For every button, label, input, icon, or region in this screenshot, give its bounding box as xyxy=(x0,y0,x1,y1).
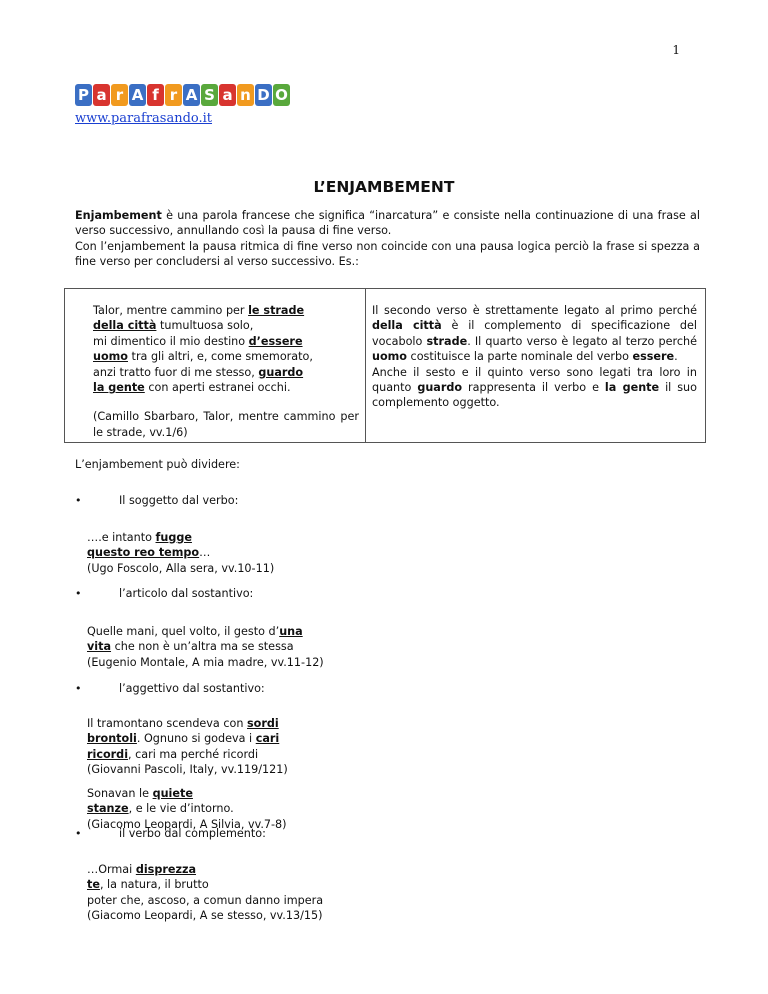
quote-highlight: fugge xyxy=(155,531,192,544)
quote-citation: (Giovanni Pascoli, Italy, vv.119/121) xyxy=(87,763,288,777)
poem-highlight: uomo xyxy=(93,350,128,364)
quote-block xyxy=(87,530,274,576)
explanation-text: Anche il sesto e il quinto verso sono legati tra loro in quanto xyxy=(372,365,697,395)
quote-line xyxy=(87,530,274,545)
quote-line xyxy=(87,862,323,877)
quote-line xyxy=(87,801,287,816)
poem-text: anzi tratto fuor di me stesso, xyxy=(93,365,259,379)
intro-paragraph-1 xyxy=(75,208,700,239)
poem-highlight: la gente xyxy=(93,381,145,395)
quote-citation: (Giacomo Leopardi, A se stesso, vv.13/15) xyxy=(87,909,323,923)
poem-highlight: d’essere xyxy=(248,334,303,348)
poem-text: tra gli altri, e, come smemorato, xyxy=(128,350,313,364)
explanation-text: è il complemento di specificazione del vocabolo xyxy=(372,319,697,348)
explanation-paragraph-1 xyxy=(372,303,697,365)
quote-text: , e le vie d’intorno. xyxy=(128,802,234,816)
quote-line xyxy=(87,545,274,560)
poem-line xyxy=(93,349,359,364)
logo-letter: a xyxy=(219,84,236,106)
logo-letter: A xyxy=(183,84,200,106)
logo-letter: a xyxy=(93,84,110,106)
page-number: 1 xyxy=(672,43,680,57)
logo-letter: A xyxy=(129,84,146,106)
site-link[interactable]: www.parafrasando.it xyxy=(75,111,213,126)
poem-text: con aperti estranei occhi. xyxy=(144,381,291,395)
quote-citation: (Ugo Foscolo, Alla sera, vv.10-11) xyxy=(87,561,275,575)
quote-text: ….e intanto xyxy=(87,531,156,544)
explanation-term: della città xyxy=(372,319,442,333)
quote-highlight: stanze xyxy=(87,802,129,816)
list-item-label: il verbo dal complemento: xyxy=(119,827,266,840)
bullet-icon: • xyxy=(75,827,82,840)
poem-citation: (Camillo Sbarbaro, Talor, mentre cammino per le strade, vv.1/6) xyxy=(93,410,359,439)
quote-highlight: disprezza xyxy=(135,863,197,876)
quote-line: poter che, ascoso, a comun danno impera xyxy=(87,893,324,907)
logo-letter: n xyxy=(237,84,254,106)
quote-highlight: questo reo tempo xyxy=(87,546,200,560)
poem-text: mi dimentico il mio destino xyxy=(93,334,249,348)
quote-text: …Ormai xyxy=(87,863,136,876)
quote-citation: (Eugenio Montale, A mia madre, vv.11-12) xyxy=(87,655,324,669)
explanation-text: . xyxy=(674,350,678,364)
quote-line xyxy=(87,639,324,654)
explanation-term: guardo xyxy=(417,381,463,395)
quote-line xyxy=(87,786,287,801)
example-poem xyxy=(65,289,359,442)
explanation-text: il suo complemento oggetto. xyxy=(372,381,697,410)
example-box xyxy=(64,288,706,443)
logo-letter: f xyxy=(147,84,164,106)
list-item-label: l’articolo dal sostantivo: xyxy=(119,587,254,600)
quote-highlight: ricordi xyxy=(87,747,129,761)
quote-highlight: te xyxy=(87,878,100,892)
quote-highlight: brontoli xyxy=(87,732,137,746)
bullet-icon: • xyxy=(75,494,82,507)
logo-letter: P xyxy=(75,84,92,106)
logo-letter: S xyxy=(201,84,218,106)
quote-highlight: quiete xyxy=(152,787,193,800)
quote-text: che non è un’altra ma se stessa xyxy=(111,640,294,654)
list-lead: L’enjambement può dividere: xyxy=(75,458,240,471)
logo-letter: O xyxy=(273,84,290,106)
quote-block xyxy=(87,862,323,924)
intro-term: Enjambement xyxy=(75,209,162,222)
explanation-term: uomo xyxy=(372,350,407,364)
quote-block xyxy=(87,624,324,670)
poem-line xyxy=(93,318,359,333)
quote-text: Il tramontano scendeva con xyxy=(87,717,247,730)
explanation-text: rappresenta il verbo e xyxy=(462,381,605,395)
page-title: L’ENJAMBEMENT xyxy=(313,178,455,196)
quote-line xyxy=(87,747,288,762)
intro-paragraph-2: Con l’enjambement la pausa ritmica di fine verso non coincide con una pausa logica perciò la frase si spezza a fine verso per concludersi al verso successivo. Es.: xyxy=(75,239,700,269)
list-item-label: Il soggetto dal verbo: xyxy=(119,494,239,507)
quote-highlight: una xyxy=(279,625,303,638)
poem-highlight: guardo xyxy=(258,365,304,379)
quote-line xyxy=(87,731,288,746)
explanation-paragraph-2 xyxy=(372,365,697,411)
explanation-text: costituisce la parte nominale del verbo xyxy=(407,350,633,364)
explanation-term: essere xyxy=(632,350,675,364)
explanation-text: . Il quarto verso è legato al terzo perché xyxy=(467,334,697,348)
logo-letter: r xyxy=(111,84,128,106)
intro-definition: è una parola francese che significa “inarcatura” e consiste nella continuazione di una frase al verso successivo, annullando così la pausa di fine verso. xyxy=(75,209,700,238)
poem-line xyxy=(93,380,359,395)
example-explanation xyxy=(366,289,705,442)
quote-line xyxy=(87,716,288,731)
quote-citation: (Giacomo Leopardi, A Silvia, vv.7-8) xyxy=(87,817,287,831)
poem-highlight: della città xyxy=(93,319,157,333)
quote-highlight: vita xyxy=(87,640,112,654)
poem-line xyxy=(93,303,359,318)
poem-text: Talor, mentre cammino per xyxy=(93,304,249,317)
quote-text: , la natura, il brutto xyxy=(99,878,209,892)
explanation-text: Il secondo verso è strettamente legato al primo perché xyxy=(372,304,697,317)
logo-letter: r xyxy=(165,84,182,106)
quote-line xyxy=(87,624,324,639)
explanation-term: strade xyxy=(426,334,468,348)
quote-text: , cari ma perché ricordi xyxy=(128,747,259,761)
quote-text: Quelle mani, quel volto, il gesto d’ xyxy=(87,625,280,638)
quote-text: Sonavan le xyxy=(87,787,153,800)
poem-text: tumultuosa solo, xyxy=(156,319,254,333)
quote-line xyxy=(87,877,323,892)
quote-highlight: sordi xyxy=(247,717,279,730)
poem-line xyxy=(93,365,359,380)
quote-text: . Ognuno si godeva i xyxy=(136,732,256,746)
explanation-term: la gente xyxy=(604,381,660,395)
bullet-icon: • xyxy=(75,587,82,600)
logo-letter: D xyxy=(255,84,272,106)
list-item-label: l’aggettivo dal sostantivo: xyxy=(119,682,265,695)
quote-highlight: cari xyxy=(255,732,280,746)
poem-line xyxy=(93,334,359,349)
quote-text: … xyxy=(199,546,211,560)
intro xyxy=(75,208,700,270)
quote-block xyxy=(87,716,288,778)
bullet-icon: • xyxy=(75,682,82,695)
poem-highlight: le strade xyxy=(248,304,305,317)
parafrasando-logo xyxy=(75,84,290,106)
